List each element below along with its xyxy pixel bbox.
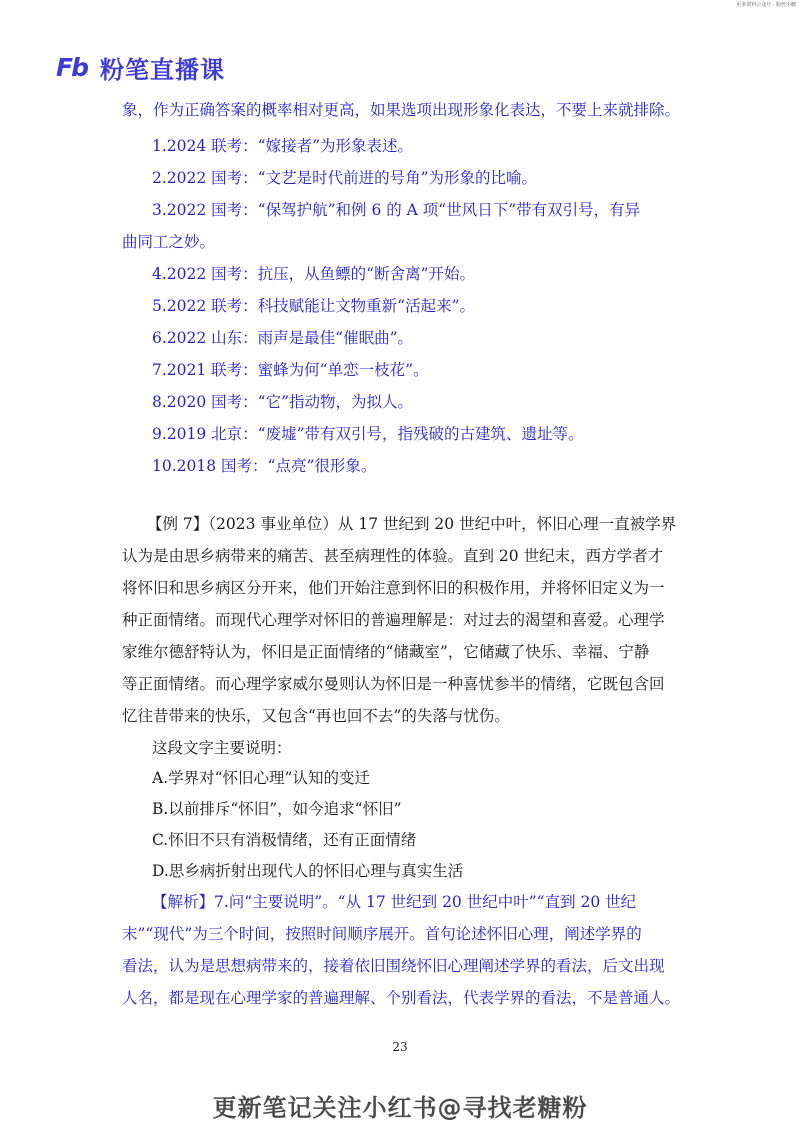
fenbi-logo-icon: Fb: [56, 52, 87, 82]
question-line: 【例 7】（2023 事业单位）从 17 世纪到 20 世纪中叶，怀旧心理一直被学界: [147, 515, 677, 533]
option-c: C.怀旧不只有消极情绪，还有正面情绪: [152, 831, 417, 849]
brand-name: 粉笔直播课: [100, 55, 225, 84]
example-item: 1.2024 联考：“嫁接者”为形象表述。: [152, 137, 414, 155]
example-item: 8.2020 国考：“它”指动物，为拟人。: [152, 393, 414, 411]
example-item: 4.2022 国考：抗压，从鱼鳔的“断舍离”开始。: [152, 265, 476, 283]
example-item: 7.2021 联考：蜜蜂为何“单恋一枝花”。: [152, 361, 429, 379]
example-item: 9.2019 北京：“废墟”带有双引号，指残破的古建筑、遗址等。: [152, 425, 584, 443]
footer-watermark: 更新笔记关注小红书@寻找老糖粉: [212, 1094, 588, 1122]
example-item: 5.2022 联考：科技赋能让文物重新“活起来”。: [152, 297, 476, 315]
question-prompt: 这段文字主要说明：: [152, 739, 292, 757]
option-b: B.以前排斥“怀旧”，如今追求“怀旧”: [152, 800, 402, 818]
analysis-line: 人名，都是现在心理学家的普遍理解、个别看法，代表学界的看法，不是普通人。: [122, 989, 681, 1007]
question-line: 忆往昔带来的快乐，又包含“再也回不去”的失落与忧伤。: [122, 707, 510, 725]
question-line: 将怀旧和思乡病区分开来，他们开始注意到怀旧的积极作用，并将怀旧定义为一: [122, 579, 665, 597]
analysis-line: 看法，认为是思想病带来的，接着依旧围绕怀旧心理阐述学界的看法，后文出现: [122, 957, 665, 975]
analysis-line: 末”“现代”为三个时间，按照时间顺序展开。首句论述怀旧心理，阐述学界的: [122, 925, 642, 943]
example-item: 6.2022 山东：雨声是最佳“催眠曲”。: [152, 329, 414, 347]
option-a: A.学界对“怀旧心理”认知的变迁: [152, 769, 370, 787]
question-line: 家维尔德舒特认为，怀旧是正面情绪的“储藏室”，它储藏了快乐、幸福、宁静: [122, 643, 650, 661]
analysis-line: 【解析】7.问“主要说明”。“从 17 世纪到 20 世纪中叶”“直到 20 世纪: [152, 893, 637, 911]
question-line: 认为是由思乡病带来的痛苦、甚至病理性的体验。直到 20 世纪末，西方学者才: [122, 547, 664, 565]
question-line: 等正面情绪。而心理学家威尔曼则认为怀旧是一种喜忧参半的情绪，它既包含回: [122, 675, 665, 693]
top-note: 更多资料公众号 · 粉丝小糖: [736, 2, 796, 8]
example-item: 3.2022 国考：“保驾护航”和例 6 的 A 项“世风日下”带有双引号，有异: [152, 201, 641, 219]
example-item-continuation: 曲同工之妙。: [122, 233, 216, 251]
option-d: D.思乡病折射出现代人的怀旧心理与真实生活: [152, 862, 464, 880]
question-line: 种正面情绪。而现代心理学对怀旧的普遍理解是：对过去的渴望和喜爱。心理学: [122, 611, 665, 629]
page-number: 23: [392, 1040, 408, 1054]
example-item: 2.2022 国考：“文艺是时代前进的号角”为形象的比喻。: [152, 169, 538, 187]
brand-logo: [56, 50, 225, 84]
example-item: 10.2018 国考：“点亮”很形象。: [152, 457, 377, 475]
intro-line: 象，作为正确答案的概率相对更高，如果选项出现形象化表达，不要上来就排除。: [122, 101, 681, 119]
